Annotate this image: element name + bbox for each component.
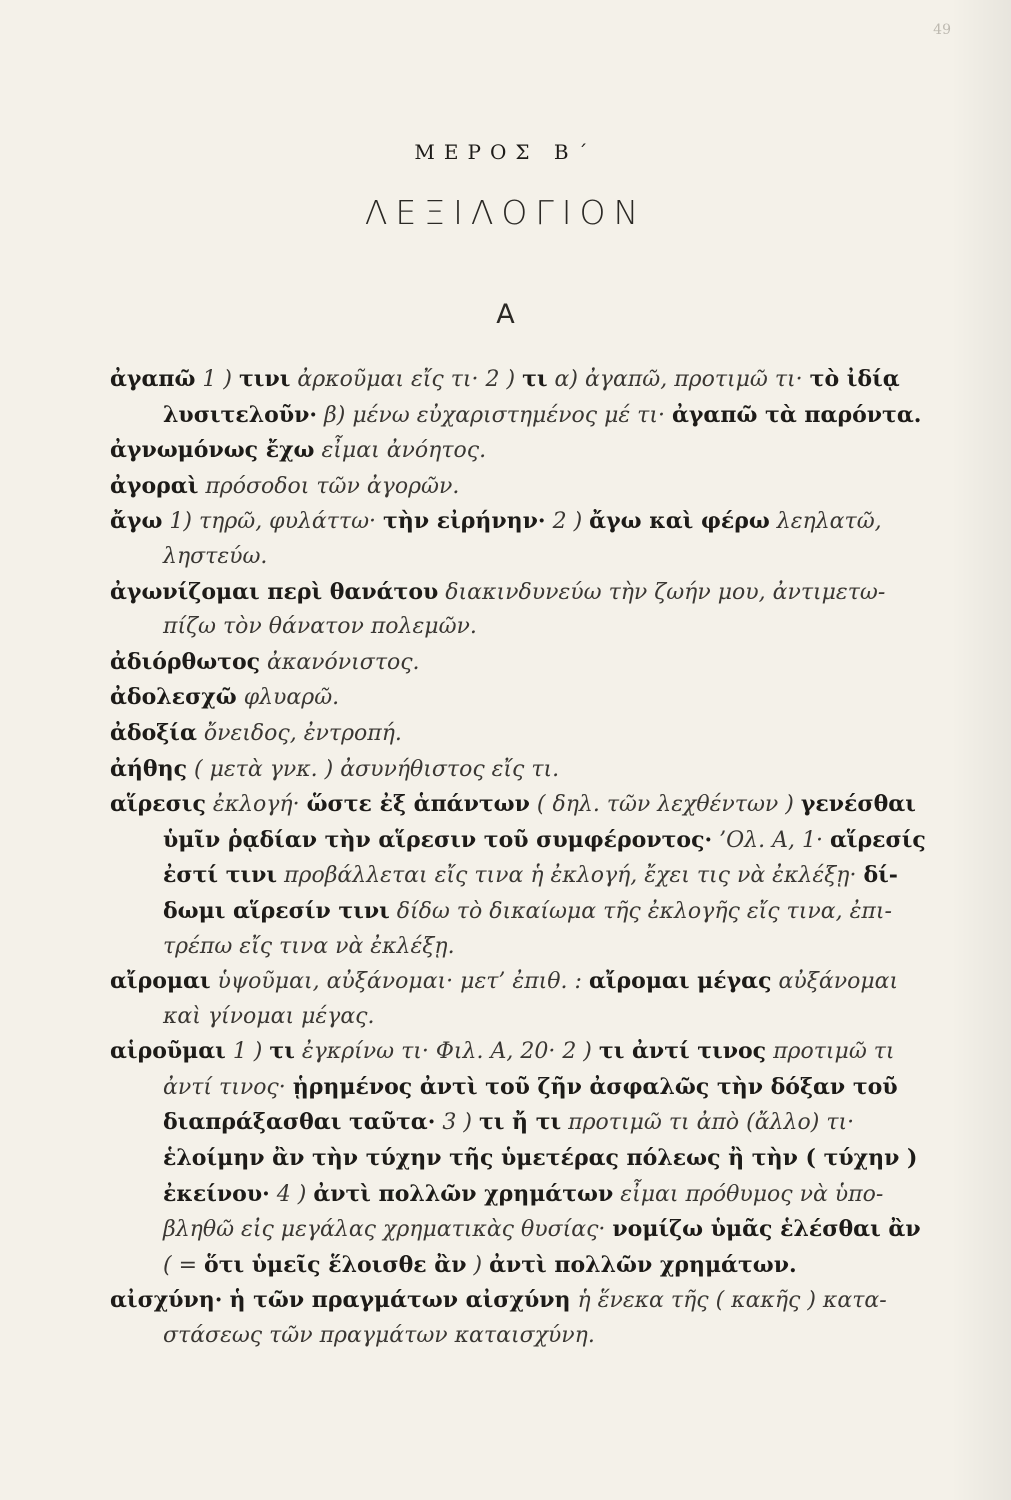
bold-term: τι ἀντί τινος — [598, 1038, 767, 1065]
bold-term: ἡ τῶν πραγμάτων αἰσχύνη — [229, 1287, 571, 1314]
definition-text: ἐκλογή· — [205, 792, 307, 818]
entry-continuation-line — [110, 1070, 960, 1106]
definition-text: β) μένω εὐχαριστημένος μέ τι· — [317, 402, 672, 428]
bold-term: ἄγω — [110, 508, 163, 535]
entry-line — [110, 964, 960, 1000]
entry-continuation-line — [110, 1248, 960, 1284]
entry-line — [110, 787, 960, 823]
bold-term: νομίζω ὑμᾶς ἑλέσθαι ἂν — [612, 1216, 921, 1243]
definition-text: 4 ) — [269, 1181, 314, 1207]
bold-term: δωμι αἵρεσίν τινι — [163, 897, 390, 924]
bold-term: ἐστί τινι — [163, 862, 278, 889]
definition-text: ἡ ἕνεκα τῆς ( κακῆς ) κατα- — [570, 1288, 887, 1314]
bold-term: ἀδιόρθωτος — [110, 648, 261, 675]
entry-continuation-line — [110, 823, 960, 859]
entry-line — [110, 469, 960, 505]
definition-text: 2 ) — [545, 509, 590, 535]
definition-text: δίδω τὸ δικαίωμα τῆς ἐκλογῆς εἴς τινα, ἐπι- — [389, 898, 892, 924]
entry-line — [110, 1283, 960, 1319]
entry-continuation-line — [110, 1212, 960, 1248]
bold-term: ἀγνωμόνως ἔχω — [110, 437, 315, 464]
definition-text: στάσεως τῶν πραγμάτων καταισχύνη. — [163, 1323, 595, 1349]
bold-term: γενέσθαι — [800, 791, 916, 818]
bold-term: ἀντὶ πολλῶν χρημάτων — [313, 1180, 614, 1207]
entry-line — [110, 645, 960, 681]
entry-line — [110, 680, 960, 716]
entry-continuation-line — [110, 398, 960, 434]
entry-continuation-line — [110, 610, 960, 645]
definition-text: αὐξάνομαι — [771, 969, 899, 995]
bold-term: ἀδοξία — [110, 719, 197, 746]
entry-line — [110, 362, 960, 398]
definition-text: ’Ολ. Α, 1· — [712, 827, 830, 853]
definition-text: εἶμαι ἀνόητος. — [314, 438, 487, 464]
entry-continuation-line — [110, 858, 960, 894]
definition-text: ἀρκοῦμαι εἴς τι· 2 ) — [290, 367, 523, 392]
definition-text: ληστεύω. — [163, 543, 268, 569]
bold-term: ἀγωνίζομαι περὶ θανάτου — [110, 578, 439, 605]
bold-term: αἴρομαι μέγας — [588, 968, 772, 995]
entry-continuation-line — [110, 1177, 960, 1213]
page-number: 49 — [933, 22, 951, 38]
definition-text: 3 ) — [435, 1110, 479, 1136]
glossary-entries — [110, 362, 960, 1354]
definition-text: λεηλατῶ, — [769, 509, 882, 535]
bold-term: ὥστε ἐξ ἁπάντων — [306, 791, 530, 818]
bold-term: ἀγαπῶ — [110, 366, 196, 392]
definition-text: ἀκανόνιστος. — [260, 649, 420, 675]
definition-text: ( μετὰ γνκ. ) ἀσυνήθιστος εἴς τι. — [187, 756, 560, 782]
bold-term: τι — [269, 1038, 295, 1065]
entry-continuation-line — [110, 1141, 960, 1177]
bold-term: ἀήθης — [110, 755, 187, 782]
definition-text: ἐγκρίνω τι· Φιλ. Α, 20· 2 ) — [294, 1039, 599, 1065]
entry-continuation-line — [110, 894, 960, 930]
entry-continuation-line — [110, 1319, 960, 1354]
definition-text: ) — [466, 1252, 490, 1278]
bold-term: τι — [522, 366, 548, 392]
bold-term: τὸ ἰδίᾳ — [809, 366, 900, 392]
entry-continuation-line — [110, 1000, 960, 1035]
definition-text: προτιμῶ τι — [766, 1039, 895, 1065]
bold-term: αἰσχύνη· — [110, 1287, 223, 1314]
entry-line — [110, 1034, 960, 1070]
bold-term: αἴρομαι — [110, 968, 211, 995]
definition-text: ( = — [163, 1252, 205, 1278]
entry-line — [110, 504, 960, 540]
bold-term: ἐκείνου· — [163, 1180, 270, 1207]
definition-text: εἶμαι πρόθυμος νὰ ὑπο- — [613, 1181, 884, 1207]
bold-term: λυσιτελοῦν· — [163, 401, 318, 428]
definition-text: καὶ γίνομαι μέγας. — [163, 1003, 375, 1029]
entry-line — [110, 752, 960, 788]
bold-term: διαπράξασθαι ταῦτα· — [163, 1109, 436, 1136]
bold-term: ἀγαπῶ τὰ παρόντα. — [671, 401, 922, 428]
definition-text: πίζω τὸν θάνατον πολεμῶν. — [163, 614, 477, 640]
bold-term: δί- — [863, 862, 898, 889]
entry-continuation-line — [110, 540, 960, 575]
bold-term: αἵρεσίς — [829, 826, 926, 853]
bold-term: ἑλοίμην ἂν τὴν τύχην τῆς ὑμετέρας πόλεως ἢ τὴν ( τύχην ) — [163, 1145, 918, 1172]
entry-line — [110, 433, 960, 469]
definition-text: τρέπω εἴς τινα νὰ ἐκλέξῃ. — [163, 933, 455, 959]
bold-term: ὅτι ὑμεῖς ἕλοισθε ἂν — [204, 1251, 467, 1278]
entry-line — [110, 575, 960, 611]
bold-term: ἀντὶ πολλῶν χρημάτων. — [489, 1251, 797, 1278]
definition-text: προτιμῶ τι ἀπὸ (ἄλλο) τι· — [561, 1110, 855, 1136]
definition-text: ὑψοῦμαι, αὐξάνομαι· μετ’ ἐπιθ. : — [210, 969, 589, 995]
entry-line — [110, 716, 960, 752]
definition-text: 1 ) — [225, 1039, 270, 1065]
part-heading: ΜΕΡΟΣ Β΄ — [414, 140, 597, 164]
bold-term: τινι — [239, 366, 291, 392]
letter-heading: Α — [496, 299, 515, 330]
definition-text: 1 ) — [195, 367, 239, 392]
definition-text: βληθῶ εἰς μεγάλας χρηματικὰς θυσίας· — [163, 1217, 613, 1243]
definition-text: πρόσοδοι τῶν ἀγορῶν. — [198, 473, 460, 499]
bold-term: τὴν εἰρήνην· — [383, 508, 546, 535]
bold-term: ἄγω καὶ φέρω — [589, 508, 770, 535]
glossary-title: ΛΕΞΙΛΟΓΙΟΝ — [364, 193, 647, 232]
entry-continuation-line — [110, 1105, 960, 1141]
entry-continuation-line — [110, 930, 960, 965]
bold-term: ᾑρημένος ἀντὶ τοῦ ζῆν ἀσφαλῶς τὴν δόξαν τοῦ — [292, 1073, 898, 1100]
bold-term: ὑμῖν ῥᾳδίαν τὴν αἵρεσιν τοῦ συμφέροντος· — [163, 826, 713, 853]
definition-text: προβάλλεται εἴς τινα ἡ ἐκλογή, ἔχει τις νὰ ἐκλέξῃ· — [277, 863, 864, 889]
bold-term: ἀγοραὶ — [110, 472, 199, 499]
definition-text: φλυαρῶ. — [236, 685, 340, 711]
definition-text: ἀντί τινος· — [163, 1074, 293, 1100]
bold-term: αἵρεσις — [110, 791, 206, 818]
definition-text: ( δηλ. τῶν λεχθέντων ) — [529, 792, 801, 818]
bold-term: ἀδολεσχῶ — [110, 684, 237, 711]
definition-text: 1) τηρῶ, φυλάττω· — [162, 509, 384, 535]
bold-term: τι ἤ τι — [478, 1109, 562, 1136]
definition-text: α) ἀγαπῶ, προτιμῶ τι· — [547, 367, 810, 392]
definition-text: διακινδυνεύω τὴν ζωήν μου, ἀντιμετω- — [438, 579, 886, 605]
bold-term: αἱροῦμαι — [110, 1038, 226, 1065]
definition-text: ὄνειδος, ἐντροπή. — [196, 720, 402, 746]
